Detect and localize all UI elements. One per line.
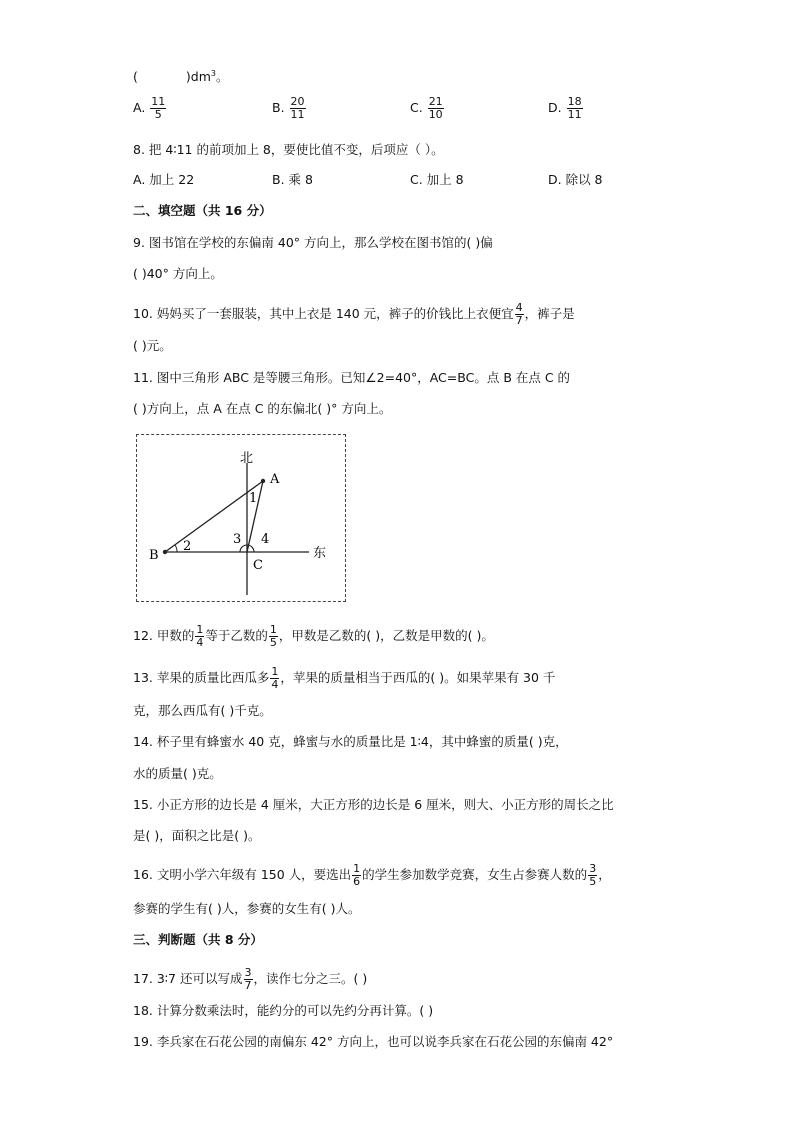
angle-arc-b xyxy=(175,545,177,552)
label-c: C xyxy=(253,558,263,573)
label-angle-3: 3 xyxy=(233,532,242,547)
q15-line1: 15. 小正方形的边长是 4 厘米，大正方形的边长是 6 厘米，则大、小正方形的周长之比 xyxy=(133,797,614,812)
q7-option-b: B. $\frac{20}{11}$ xyxy=(272,95,305,121)
q13-line2: 克，那么西瓜有( )千克。 xyxy=(133,703,272,718)
point-a xyxy=(261,479,265,483)
section-heading-fill-in: 二、填空题（共 16 分） xyxy=(133,203,272,218)
q19-text: 19. 李兵家在石花公园的南偏东 42° 方向上，也可以说李兵家在石花公园的东偏南 42° xyxy=(133,1034,614,1049)
label-angle-1: 1 xyxy=(249,491,258,506)
label-b: B xyxy=(149,548,159,563)
label-angle-4: 4 xyxy=(261,532,270,547)
section-heading-true-false: 三、判断题（共 8 分） xyxy=(133,932,263,947)
q8-option-c: C. 加上 8 xyxy=(410,172,464,187)
q10-line2: ( )元。 xyxy=(133,338,172,353)
q8-option-d: D. 除以 8 xyxy=(548,172,603,187)
q8-option-a: A. 加上 22 xyxy=(133,172,195,187)
q8-option-b: B. 乘 8 xyxy=(272,172,313,187)
q16-line2: 参赛的学生有( )人，参赛的女生有( )人。 xyxy=(133,901,361,916)
q14-line1: 14. 杯子里有蜂蜜水 40 克，蜂蜜与水的质量比是 1∶4，其中蜂蜜的质量( )克， xyxy=(133,734,568,749)
q11-line1: 11. 图中三角形 ABC 是等腰三角形。已知∠2=40°，AC=BC。点 B 在点 C 的 xyxy=(133,370,571,385)
q12-text: 12. 甲数的 $\frac{1}{4}$ 等于乙数的 $\frac{1}{5}$ ，甲数是乙数的( )，乙数是甲数的( )。 xyxy=(133,623,494,649)
q9-line2: ( )40° 方向上。 xyxy=(133,266,223,281)
q11-line2: ( )方向上，点 A 在点 C 的东偏北( )° 方向上。 xyxy=(133,401,392,416)
q15-line2: 是( )，面积之比是( )。 xyxy=(133,828,261,843)
q7-option-d: D. $\frac{18}{11}$ xyxy=(548,95,582,121)
triangle-direction-figure xyxy=(136,434,346,602)
q14-line2: 水的质量( )克。 xyxy=(133,766,222,781)
q8-text: 8. 把 4∶11 的前项加上 8，要使比值不变，后项应（ ）。 xyxy=(133,142,444,157)
q7-option-a: A. $\frac{11}{5}$ xyxy=(133,95,166,121)
point-b xyxy=(163,550,167,554)
q9-line1: 9. 图书馆在学校的东偏南 40° 方向上，那么学校在图书馆的( )偏 xyxy=(133,235,493,250)
q10-line1: 10. 妈妈买了一套服装，其中上衣是 140 元，裤子的价钱比上衣便宜 $\frac{4}{7}$ ，裤子是 xyxy=(133,301,575,327)
label-angle-2: 2 xyxy=(183,539,192,554)
q16-line1: 16. 文明小学六年级有 150 人，要选出 $\frac{1}{6}$ 的学生参加数学竞赛，女生占参赛人数的 $\frac{3}{5}$ ， xyxy=(133,862,611,888)
q18-text: 18. 计算分数乘法时，能约分的可以先约分再计算。( ) xyxy=(133,1003,434,1018)
figure-drawing xyxy=(137,435,345,601)
q7-option-c: C. $\frac{21}{10}$ xyxy=(410,95,443,121)
label-east: 东 xyxy=(313,546,327,561)
label-a: A xyxy=(270,472,280,487)
q13-line1: 13. 苹果的质量比西瓜多 $\frac{1}{4}$ ，苹果的质量相当于西瓜的( )。如果苹果有 30 千 xyxy=(133,665,556,691)
q17-text: 17. 3∶7 还可以写成 $\frac{3}{7}$ ，读作七分之三。( ) xyxy=(133,966,368,992)
q7-tail: ( )$dm^3$。 xyxy=(133,69,229,85)
label-north: 北 xyxy=(240,451,254,466)
